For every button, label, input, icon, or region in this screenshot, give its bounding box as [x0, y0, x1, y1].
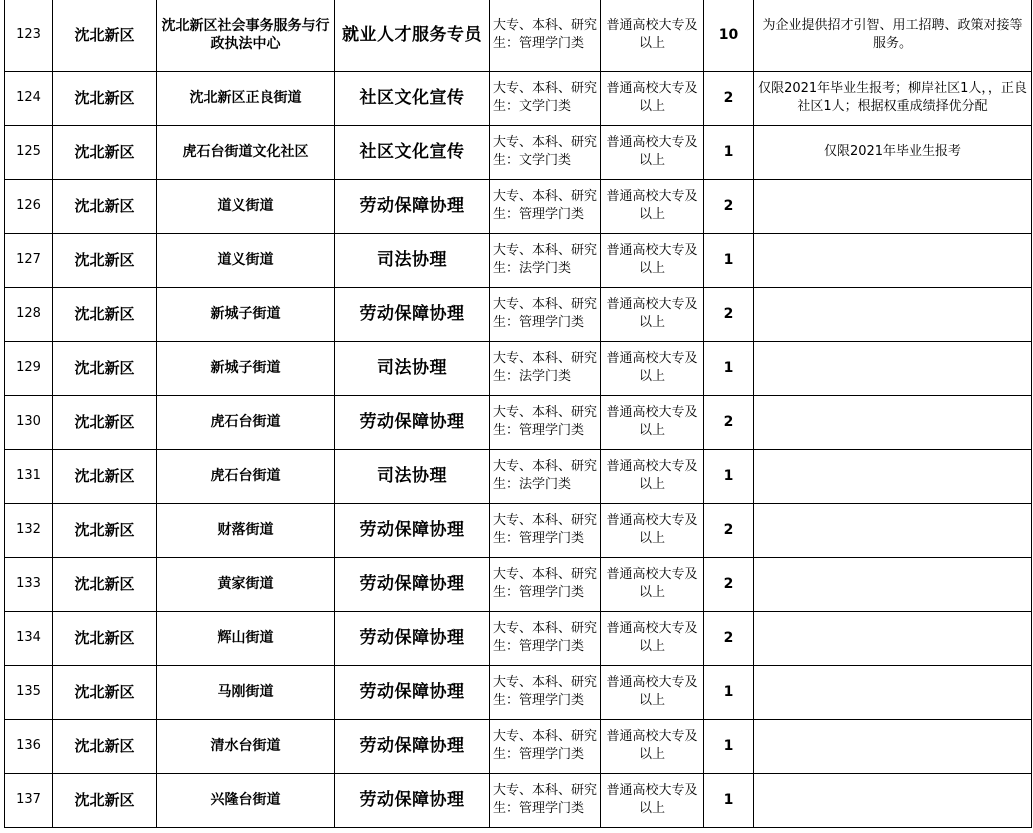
- employer-unit-cell: 辉山街道: [157, 611, 335, 665]
- remarks-cell: [754, 557, 1032, 611]
- position-name-cell: 司法协理: [335, 233, 490, 287]
- row-number: 137: [5, 773, 53, 827]
- education-requirement-cell: 普通高校大专及以上: [601, 287, 704, 341]
- row-number: 128: [5, 287, 53, 341]
- education-requirement-cell: 普通高校大专及以上: [601, 773, 704, 827]
- headcount-cell: 1: [704, 341, 754, 395]
- remarks-cell: 仅限2021年毕业生报考: [754, 125, 1032, 179]
- position-name-cell: 劳动保障协理: [335, 719, 490, 773]
- education-requirement-cell: 普通高校大专及以上: [601, 395, 704, 449]
- row-number: 136: [5, 719, 53, 773]
- remarks-cell: 仅限2021年毕业生报考；柳岸社区1人，，正良社区1人；根据权重成绩择优分配: [754, 71, 1032, 125]
- recruitment-table: [4, 0, 1032, 828]
- district-cell: 沈北新区: [53, 719, 157, 773]
- education-major-cell: 大专、本科、研究生：管理学门类: [490, 287, 601, 341]
- employer-unit-cell: 黄家街道: [157, 557, 335, 611]
- district-cell: 沈北新区: [53, 611, 157, 665]
- employer-unit-cell: 财落街道: [157, 503, 335, 557]
- education-major-cell: 大专、本科、研究生：管理学门类: [490, 665, 601, 719]
- row-number: 131: [5, 449, 53, 503]
- district-cell: 沈北新区: [53, 395, 157, 449]
- employer-unit-cell: 道义街道: [157, 233, 335, 287]
- table-body: [5, 0, 1032, 827]
- district-cell: 沈北新区: [53, 449, 157, 503]
- remarks-cell: [754, 773, 1032, 827]
- row-number: 129: [5, 341, 53, 395]
- district-cell: 沈北新区: [53, 125, 157, 179]
- employer-unit-cell: 马刚街道: [157, 665, 335, 719]
- position-name-cell: 劳动保障协理: [335, 665, 490, 719]
- education-major-cell: 大专、本科、研究生：法学门类: [490, 449, 601, 503]
- position-name-cell: 劳动保障协理: [335, 611, 490, 665]
- district-cell: 沈北新区: [53, 0, 157, 71]
- education-major-cell: 大专、本科、研究生：管理学门类: [490, 611, 601, 665]
- position-name-cell: 劳动保障协理: [335, 557, 490, 611]
- district-cell: 沈北新区: [53, 233, 157, 287]
- education-requirement-cell: 普通高校大专及以上: [601, 233, 704, 287]
- education-requirement-cell: 普通高校大专及以上: [601, 449, 704, 503]
- remarks-cell: 为企业提供招才引智、用工招聘、政策对接等服务。: [754, 0, 1032, 71]
- education-major-cell: 大专、本科、研究生：管理学门类: [490, 0, 601, 71]
- employer-unit-cell: 道义街道: [157, 179, 335, 233]
- employer-unit-cell: 虎石台街道文化社区: [157, 125, 335, 179]
- headcount-cell: 1: [704, 665, 754, 719]
- table-row: [5, 557, 1032, 611]
- district-cell: 沈北新区: [53, 71, 157, 125]
- employer-unit-cell: 新城子街道: [157, 287, 335, 341]
- remarks-cell: [754, 611, 1032, 665]
- employer-unit-cell: 虎石台街道: [157, 449, 335, 503]
- row-number: 135: [5, 665, 53, 719]
- row-number: 126: [5, 179, 53, 233]
- table-row: [5, 503, 1032, 557]
- position-name-cell: 劳动保障协理: [335, 287, 490, 341]
- remarks-cell: [754, 719, 1032, 773]
- education-major-cell: 大专、本科、研究生：文学门类: [490, 125, 601, 179]
- education-requirement-cell: 普通高校大专及以上: [601, 0, 704, 71]
- education-major-cell: 大专、本科、研究生：管理学门类: [490, 719, 601, 773]
- district-cell: 沈北新区: [53, 179, 157, 233]
- headcount-cell: 2: [704, 395, 754, 449]
- table-row: [5, 719, 1032, 773]
- education-requirement-cell: 普通高校大专及以上: [601, 71, 704, 125]
- district-cell: 沈北新区: [53, 557, 157, 611]
- remarks-cell: [754, 179, 1032, 233]
- education-major-cell: 大专、本科、研究生：管理学门类: [490, 557, 601, 611]
- education-major-cell: 大专、本科、研究生：管理学门类: [490, 395, 601, 449]
- remarks-cell: [754, 287, 1032, 341]
- employer-unit-cell: 虎石台街道: [157, 395, 335, 449]
- position-name-cell: 社区文化宣传: [335, 125, 490, 179]
- position-name-cell: 劳动保障协理: [335, 773, 490, 827]
- headcount-cell: 2: [704, 557, 754, 611]
- headcount-cell: 1: [704, 233, 754, 287]
- employer-unit-cell: 沈北新区社会事务服务与行政执法中心: [157, 0, 335, 71]
- remarks-cell: [754, 449, 1032, 503]
- employer-unit-cell: 沈北新区正良街道: [157, 71, 335, 125]
- row-number: 133: [5, 557, 53, 611]
- education-requirement-cell: 普通高校大专及以上: [601, 341, 704, 395]
- headcount-cell: 1: [704, 125, 754, 179]
- education-requirement-cell: 普通高校大专及以上: [601, 719, 704, 773]
- education-requirement-cell: 普通高校大专及以上: [601, 665, 704, 719]
- row-number: 123: [5, 0, 53, 71]
- headcount-cell: 2: [704, 503, 754, 557]
- education-major-cell: 大专、本科、研究生：法学门类: [490, 341, 601, 395]
- table-row: [5, 0, 1032, 71]
- table-row: [5, 179, 1032, 233]
- headcount-cell: 1: [704, 449, 754, 503]
- table-row: [5, 287, 1032, 341]
- remarks-cell: [754, 233, 1032, 287]
- position-name-cell: 社区文化宣传: [335, 71, 490, 125]
- education-major-cell: 大专、本科、研究生：管理学门类: [490, 773, 601, 827]
- table-row: [5, 125, 1032, 179]
- district-cell: 沈北新区: [53, 773, 157, 827]
- table-row: [5, 233, 1032, 287]
- employer-unit-cell: 兴隆台街道: [157, 773, 335, 827]
- position-name-cell: 就业人才服务专员: [335, 0, 490, 71]
- position-name-cell: 劳动保障协理: [335, 395, 490, 449]
- table-row: [5, 71, 1032, 125]
- remarks-cell: [754, 341, 1032, 395]
- position-name-cell: 司法协理: [335, 341, 490, 395]
- headcount-cell: 2: [704, 287, 754, 341]
- education-requirement-cell: 普通高校大专及以上: [601, 179, 704, 233]
- headcount-cell: 10: [704, 0, 754, 71]
- education-requirement-cell: 普通高校大专及以上: [601, 503, 704, 557]
- row-number: 134: [5, 611, 53, 665]
- district-cell: 沈北新区: [53, 287, 157, 341]
- table-row: [5, 773, 1032, 827]
- district-cell: 沈北新区: [53, 341, 157, 395]
- table-row: [5, 395, 1032, 449]
- education-major-cell: 大专、本科、研究生：管理学门类: [490, 179, 601, 233]
- education-major-cell: 大专、本科、研究生：法学门类: [490, 233, 601, 287]
- education-requirement-cell: 普通高校大专及以上: [601, 125, 704, 179]
- row-number: 127: [5, 233, 53, 287]
- education-major-cell: 大专、本科、研究生：管理学门类: [490, 503, 601, 557]
- headcount-cell: 2: [704, 71, 754, 125]
- position-name-cell: 劳动保障协理: [335, 179, 490, 233]
- table-row: [5, 611, 1032, 665]
- table-row: [5, 449, 1032, 503]
- district-cell: 沈北新区: [53, 503, 157, 557]
- row-number: 124: [5, 71, 53, 125]
- headcount-cell: 1: [704, 719, 754, 773]
- employer-unit-cell: 清水台街道: [157, 719, 335, 773]
- table-row: [5, 665, 1032, 719]
- row-number: 130: [5, 395, 53, 449]
- remarks-cell: [754, 503, 1032, 557]
- remarks-cell: [754, 665, 1032, 719]
- position-name-cell: 劳动保障协理: [335, 503, 490, 557]
- education-requirement-cell: 普通高校大专及以上: [601, 611, 704, 665]
- table-row: [5, 341, 1032, 395]
- district-cell: 沈北新区: [53, 665, 157, 719]
- headcount-cell: 2: [704, 611, 754, 665]
- position-name-cell: 司法协理: [335, 449, 490, 503]
- remarks-cell: [754, 395, 1032, 449]
- row-number: 132: [5, 503, 53, 557]
- headcount-cell: 2: [704, 179, 754, 233]
- employer-unit-cell: 新城子街道: [157, 341, 335, 395]
- row-number: 125: [5, 125, 53, 179]
- headcount-cell: 1: [704, 773, 754, 827]
- education-requirement-cell: 普通高校大专及以上: [601, 557, 704, 611]
- education-major-cell: 大专、本科、研究生：文学门类: [490, 71, 601, 125]
